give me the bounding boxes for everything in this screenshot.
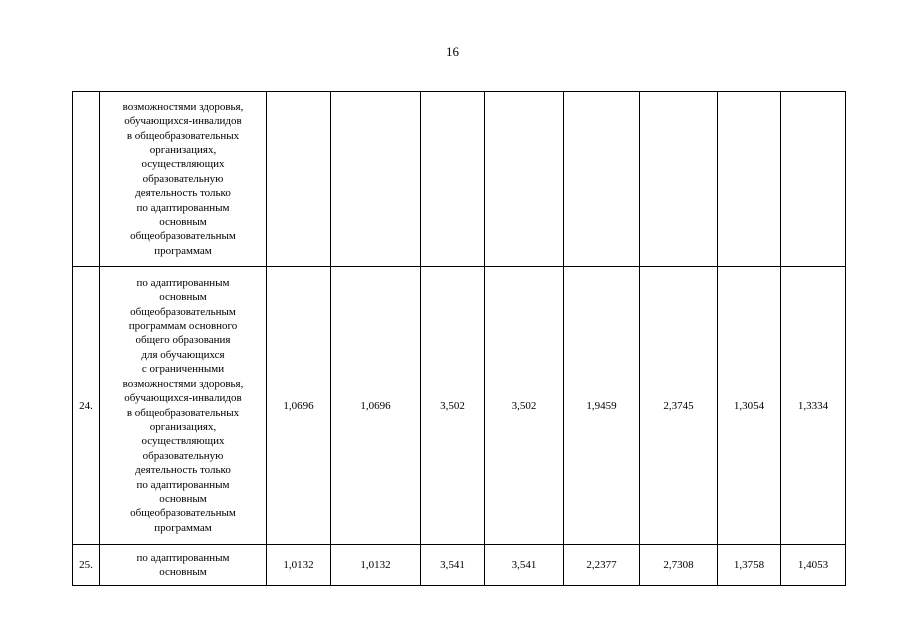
description-line: образовательную xyxy=(142,449,224,462)
description-line: в общеобразовательных xyxy=(126,129,240,142)
value-cell: 1,3054 xyxy=(718,267,781,545)
value-cell xyxy=(421,92,485,267)
coefficient-table xyxy=(72,91,846,586)
description-line: основным xyxy=(159,492,207,505)
value-cell xyxy=(640,92,718,267)
description-line: программам xyxy=(154,244,212,257)
value-cell: 1,4053 xyxy=(781,545,846,586)
description-line: общего образования xyxy=(135,334,231,347)
description-line: программам основного xyxy=(128,320,238,333)
description-line: общеобразовательным xyxy=(130,305,236,318)
description-line: для обучающихся xyxy=(141,348,225,361)
description-line: осуществляющих xyxy=(141,158,225,171)
description-line: основным xyxy=(159,291,207,304)
value-cell: 1,0132 xyxy=(331,545,421,586)
description-line: возможностями здоровья, xyxy=(122,100,244,113)
value-cell: 1,9459 xyxy=(564,267,640,545)
page-number: 16 xyxy=(446,44,459,59)
value-cell: 1,0696 xyxy=(267,267,331,545)
description-line: основным xyxy=(159,216,207,229)
value-cell: 3,502 xyxy=(421,267,485,545)
value-cell: 2,3745 xyxy=(640,267,718,545)
value-cell: 1,0696 xyxy=(331,267,421,545)
value-cell xyxy=(331,92,421,267)
description-line: общеобразовательным xyxy=(130,230,236,243)
value-cell: 1,3334 xyxy=(781,267,846,545)
description-line: деятельность только xyxy=(135,187,231,200)
value-cell: 2,2377 xyxy=(564,545,640,586)
table-row xyxy=(73,267,846,545)
description-line: организациях, xyxy=(149,420,217,433)
description-line: обучающихся-инвалидов xyxy=(124,392,242,405)
value-cell xyxy=(564,92,640,267)
description-line: в общеобразовательных xyxy=(126,406,240,419)
row-description xyxy=(100,267,267,545)
value-cell: 3,541 xyxy=(485,545,564,586)
description-line: по адаптированным xyxy=(136,551,230,564)
description-line: возможностями здоровья, xyxy=(122,377,244,390)
description-line: с ограниченными xyxy=(141,363,225,376)
value-cell: 1,0132 xyxy=(267,545,331,586)
value-cell xyxy=(718,92,781,267)
description-line: осуществляющих xyxy=(141,435,225,448)
table-row xyxy=(73,545,846,586)
description-line: деятельность только xyxy=(135,464,231,477)
description-line: по адаптированным xyxy=(136,478,230,491)
value-cell: 3,541 xyxy=(421,545,485,586)
value-cell xyxy=(485,92,564,267)
description-line: обучающихся-инвалидов xyxy=(124,115,242,128)
value-cell: 3,502 xyxy=(485,267,564,545)
table-row xyxy=(73,92,846,267)
description-line: по адаптированным xyxy=(136,276,230,289)
row-description xyxy=(100,545,267,586)
value-cell: 2,7308 xyxy=(640,545,718,586)
row-number: 25. xyxy=(73,545,100,586)
row-number xyxy=(73,92,100,267)
description-line: общеобразовательным xyxy=(130,507,236,520)
row-description xyxy=(100,92,267,267)
description-line: организациях, xyxy=(149,143,217,156)
description-line: по адаптированным xyxy=(136,201,230,214)
description-line: программам xyxy=(154,521,212,534)
value-cell xyxy=(781,92,846,267)
description-line: образовательную xyxy=(142,172,224,185)
value-cell xyxy=(267,92,331,267)
row-number: 24. xyxy=(73,267,100,545)
description-line: основным xyxy=(159,566,207,578)
value-cell: 1,3758 xyxy=(718,545,781,586)
